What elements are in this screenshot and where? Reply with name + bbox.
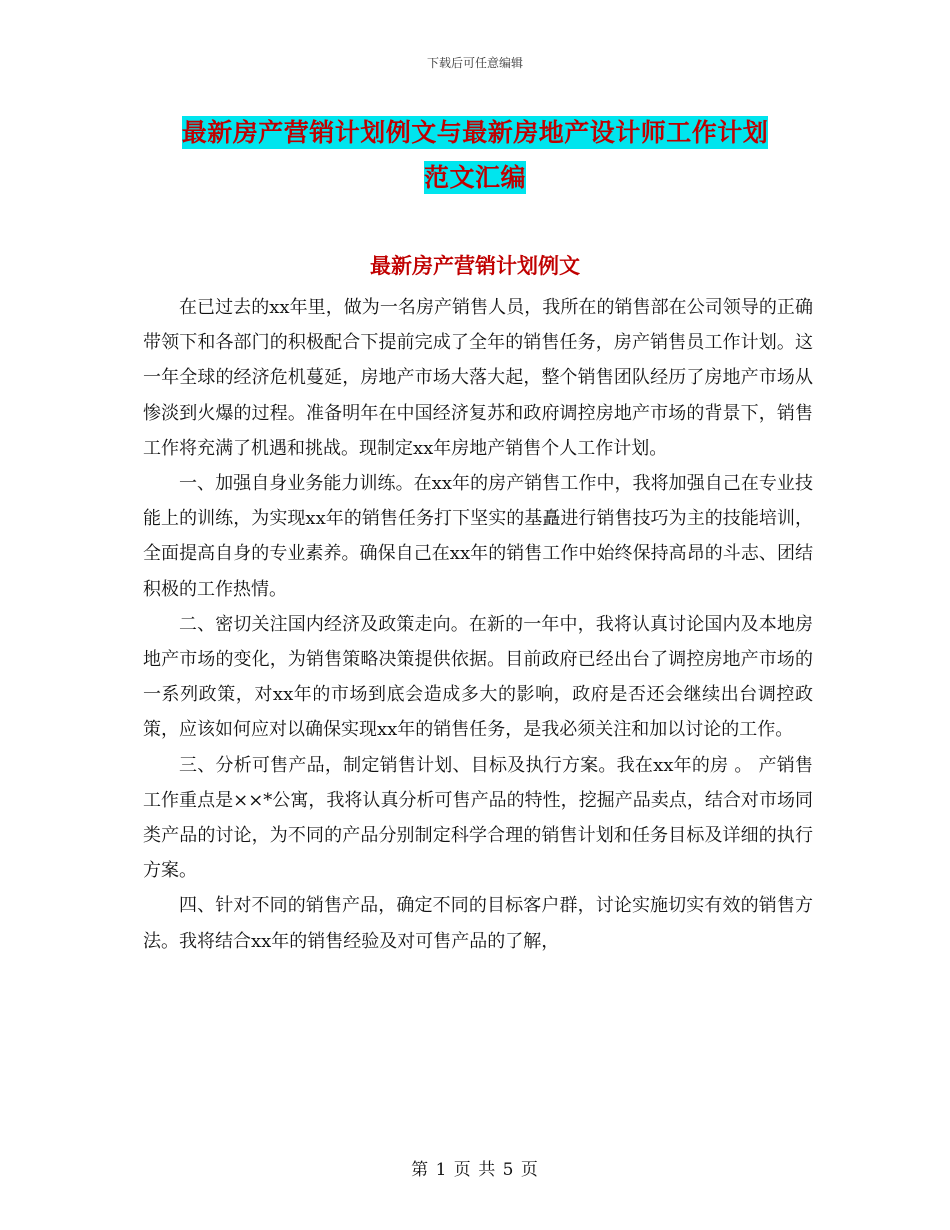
document-title-line-2: [0, 158, 950, 194]
document-title-line-1-text: 最新房产营销计划例文与最新房地产设计师工作计划: [181, 118, 769, 147]
paragraph-point-4: 四、针对不同的销售产品，确定不同的目标客户群，讨论实施切实有效的销售方法。我将结合xx年的销售经验及对可售产品的了解，: [143, 895, 813, 952]
paragraph-point-3: 三、分析可售产品，制定销售计划、目标及执行方案。我在xx年的房 。 产销售工作重点是××*公寓，我将认真分析可售产品的特性，挖掘产品卖点，结合对市场同类产品的讨论，为不同的产品分别制定科学合理的销售计划和任务目标及详细的执行方案。: [143, 754, 813, 882]
document-title-line-2-text: 范文汇编: [423, 163, 526, 192]
paragraph-point-2: 二、密切关注国内经济及政策走向。在新的一年中，我将认真讨论国内及本地房地产市场的变化，为销售策略决策提供依据。目前政府已经出台了调控房地产市场的一系列政策，对xx年的市场到底会造成多大的影响，政府是否还会继续出台调控政策，应该如何应对以确保实现xx年的销售任务，是我必须关注和加以讨论的工作。: [143, 613, 813, 741]
paragraph-intro: 在已过去的xx年里，做为一名房产销售人员，我所在的销售部在公司领导的正确带领下和各部门的积极配合下提前完成了全年的销售任务，房产销售员工作计划。这一年全球的经济危机蔓延，房地产市场大落大起，整个销售团队经历了房地产市场从惨淡到火爆的过程。准备明年在中国经济复苏和政府调控房地产市场的背景下，销售工作将充满了机遇和挑战。现制定xx年房地产销售个人工作计划。: [143, 297, 813, 459]
document-title-line-1: [0, 113, 950, 149]
section-heading: 最新房产营销计划例文: [370, 253, 580, 278]
document-body: [143, 290, 813, 959]
header-note: 下载后可任意编辑: [426, 56, 523, 70]
paragraph-point-1: 一、加强自身业务能力训练。在xx年的房产销售工作中，我将加强自己在专业技能上的训练，为实现xx年的销售任务打下坚实的基矗进行销售技巧为主的技能培训，全面提高自身的专业素养。确保自己在xx年的销售工作中始终保持高昂的斗志、团结积极的工作热情。: [143, 473, 813, 600]
page-number-footer: 第 1 页 共 5 页: [411, 1160, 539, 1180]
